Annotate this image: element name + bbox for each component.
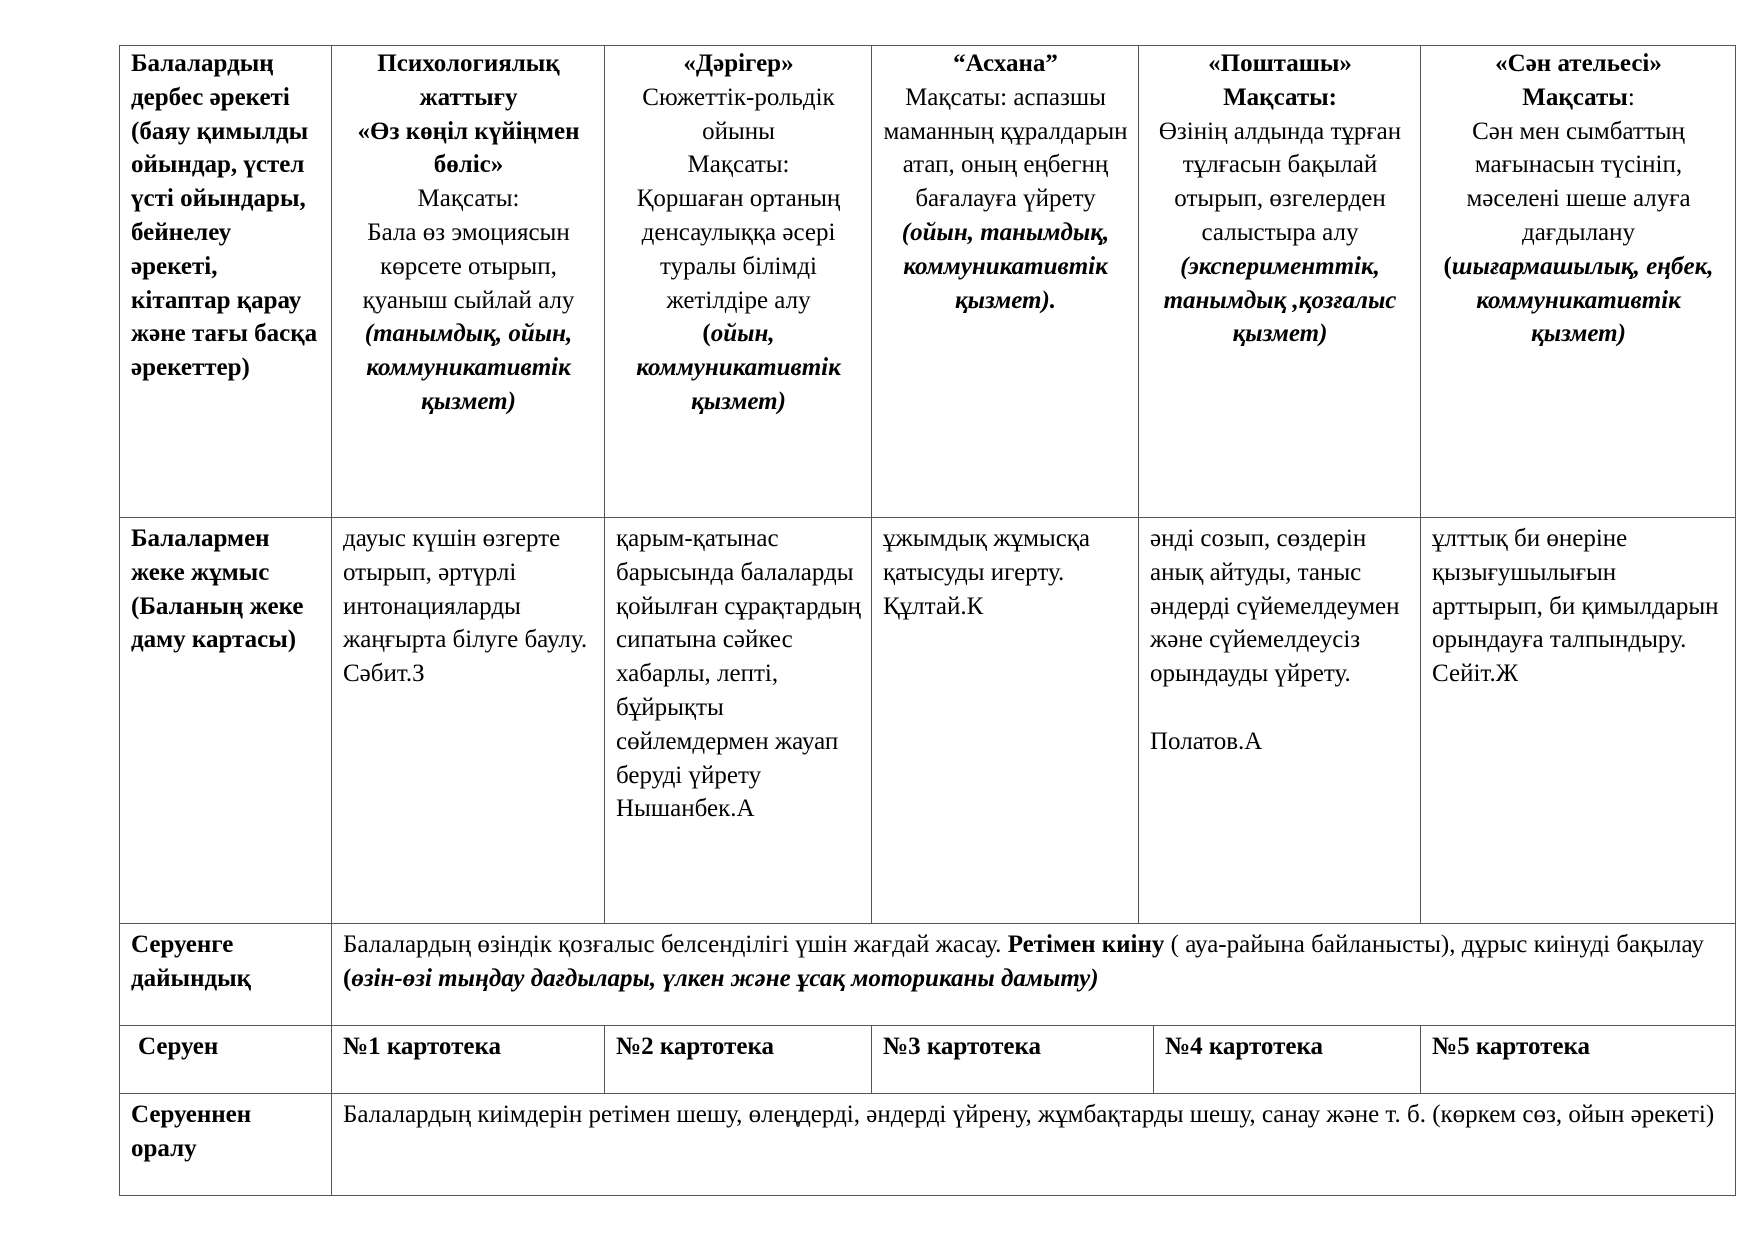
row-individual-work <box>120 518 1736 924</box>
cell-title: “Асхана” <box>953 50 1058 77</box>
cell-title: «Дәрігер» <box>683 50 794 77</box>
walk-prep-italic: өзін-өзі тыңдау дағдылары, үлкен және ұсақ моториканы дамыту) <box>351 964 1099 992</box>
row-header-individual: Балалармен жеке жұмыс (Баланың жеке даму картасы) <box>120 518 332 924</box>
cell-kitchen-game <box>872 46 1139 518</box>
task-text: әнді созып, сөздерін анық айтуды, таныс әндерді сүйемелдеумен және сүйемелдеусіз орындауды үйрету. <box>1150 525 1400 688</box>
walk-prep-bold: Ретімен киіну <box>1007 931 1165 958</box>
activity-open-paren: ( <box>1443 252 1452 280</box>
goal-label: Мақсаты: <box>687 151 790 179</box>
blank-line <box>1150 691 1410 725</box>
walk-prep-text-1: Балалардың өзіндік қозғалыс белсенділігі үшін жағдай жасау. <box>343 931 1002 958</box>
goal-text: Өзінің алдында тұрған тұлғасын бақылай отырып, өзгелерден салыстыра алу <box>1158 117 1402 246</box>
goal-text: Мақсаты: аспазшы маманның құралдарын атап, оның еңбегнң бағалауға үйрету <box>883 83 1128 213</box>
activity-types: (ойын, танымдық, коммуникативтік қызмет). <box>901 218 1110 314</box>
goal-text: Бала өз эмоциясын көрсете отырып, қуаныш сыйлай алу <box>362 218 575 314</box>
child-name: Сәбит.З <box>343 660 425 688</box>
goal-label: Мақсаты: <box>1223 83 1337 111</box>
individual-cell-4 <box>1139 518 1421 924</box>
task-text: қарым-қатынас барысында балаларды қойылған сұрақтардың сипатына сәйкес хабарлы, лепті, бұйрықты сөйлемдермен жауап беруді үйрету <box>616 525 862 789</box>
child-name: Полатов.А <box>1150 727 1263 755</box>
cell-title: «Сән ательесі» <box>1495 50 1662 77</box>
row-header-independent: Балалардың дербес әрекеті (баяу қимылды ойындар, үстел үсті ойындары, бейнелеу әрекеті, кітаптар қарау және тағы басқа әрекеттер) <box>120 46 332 518</box>
cell-psych-exercise <box>332 46 605 518</box>
walk-card-4: №4 картотека <box>1154 1026 1421 1094</box>
task-text: ұлттық би өнеріне қызығушылығын арттырып, би қимылдарын орындауға талпындыру. <box>1432 525 1719 654</box>
activity-text: шығармашылық, еңбек, коммуникативтік қызмет) <box>1451 252 1714 348</box>
row-return <box>120 1094 1736 1196</box>
activity-types: (эксперименттік, танымдық ,қозғалыс қызмет) <box>1163 252 1397 348</box>
cell-title: Психологиялық жаттығу <box>377 50 560 111</box>
row-walk-prep <box>120 924 1736 1026</box>
cell-subtitle: Сюжеттік-рольдік ойыны <box>642 83 835 145</box>
child-name: Құлтай.К <box>883 592 984 620</box>
daily-plan-table <box>119 45 1736 1196</box>
individual-cell-5 <box>1421 518 1736 924</box>
goal-label-line <box>1432 81 1725 115</box>
walk-card-3: №3 картотека <box>872 1026 1154 1094</box>
activity-open-paren: ( <box>702 320 711 348</box>
individual-cell-1 <box>332 518 605 924</box>
row-header-walk-prep: Серуенге дайындық <box>120 924 332 1026</box>
cell-doctor-game <box>605 46 872 518</box>
activity-text: ойын, коммуникативтік қызмет) <box>636 320 841 415</box>
child-name: Нышанбек.А <box>616 795 755 823</box>
return-text: Балалардың киімдерін ретімен шешу, өлеңдерді, әндерді үйрену, жұмбақтарды шешу, санау және т. б. (көркем сөз, ойын әрекеті) <box>332 1094 1736 1196</box>
row-header-walk: Серуен <box>120 1026 332 1094</box>
goal-text: Сән мен сымбаттың мағынасын түсініп, мәселені шеше алуға дағдылану <box>1466 117 1691 246</box>
task-text: ұжымдық жұмысқа қатысуды игерту. <box>883 525 1091 586</box>
walk-card-2: №2 картотека <box>605 1026 872 1094</box>
individual-cell-2 <box>605 518 872 924</box>
walk-prep-open-paren: ( <box>343 964 352 992</box>
goal-label: Мақсаты: <box>417 185 520 213</box>
goal-text: Қоршаған ортаның денсаулыққа әсері туралы білімді жетілдіре алу <box>636 185 841 314</box>
activity-types <box>1432 250 1725 351</box>
walk-card-1: №1 картотека <box>332 1026 605 1094</box>
goal-label: Мақсаты <box>1522 83 1628 111</box>
walk-prep-text-2: ( ауа-райына байланысты), дұрыс киінуді бақылау <box>1170 931 1704 958</box>
individual-cell-3 <box>872 518 1139 924</box>
cell-fashion-atelier <box>1421 46 1736 518</box>
activity-types <box>616 317 861 418</box>
row-header-return: Серуеннен оралу <box>120 1094 332 1196</box>
row-walk <box>120 1026 1736 1094</box>
goal-colon: : <box>1627 83 1635 111</box>
walk-card-5: №5 картотека <box>1421 1026 1736 1094</box>
child-name: Сейіт.Ж <box>1432 660 1519 688</box>
cell-subtitle: «Өз көңіл күйіңмен бөліс» <box>357 117 580 179</box>
walk-prep-text <box>332 924 1736 1026</box>
cell-title: «Пошташы» <box>1208 50 1352 77</box>
task-text: дауыс күшін өзгерте отырып, әртүрлі интонацияларды жаңғырта білуге баулу. <box>343 525 588 654</box>
row-independent-activity <box>120 46 1736 518</box>
cell-postman-game <box>1139 46 1421 518</box>
activity-types: (танымдық, ойын, коммуникативтік қызмет) <box>364 320 573 415</box>
